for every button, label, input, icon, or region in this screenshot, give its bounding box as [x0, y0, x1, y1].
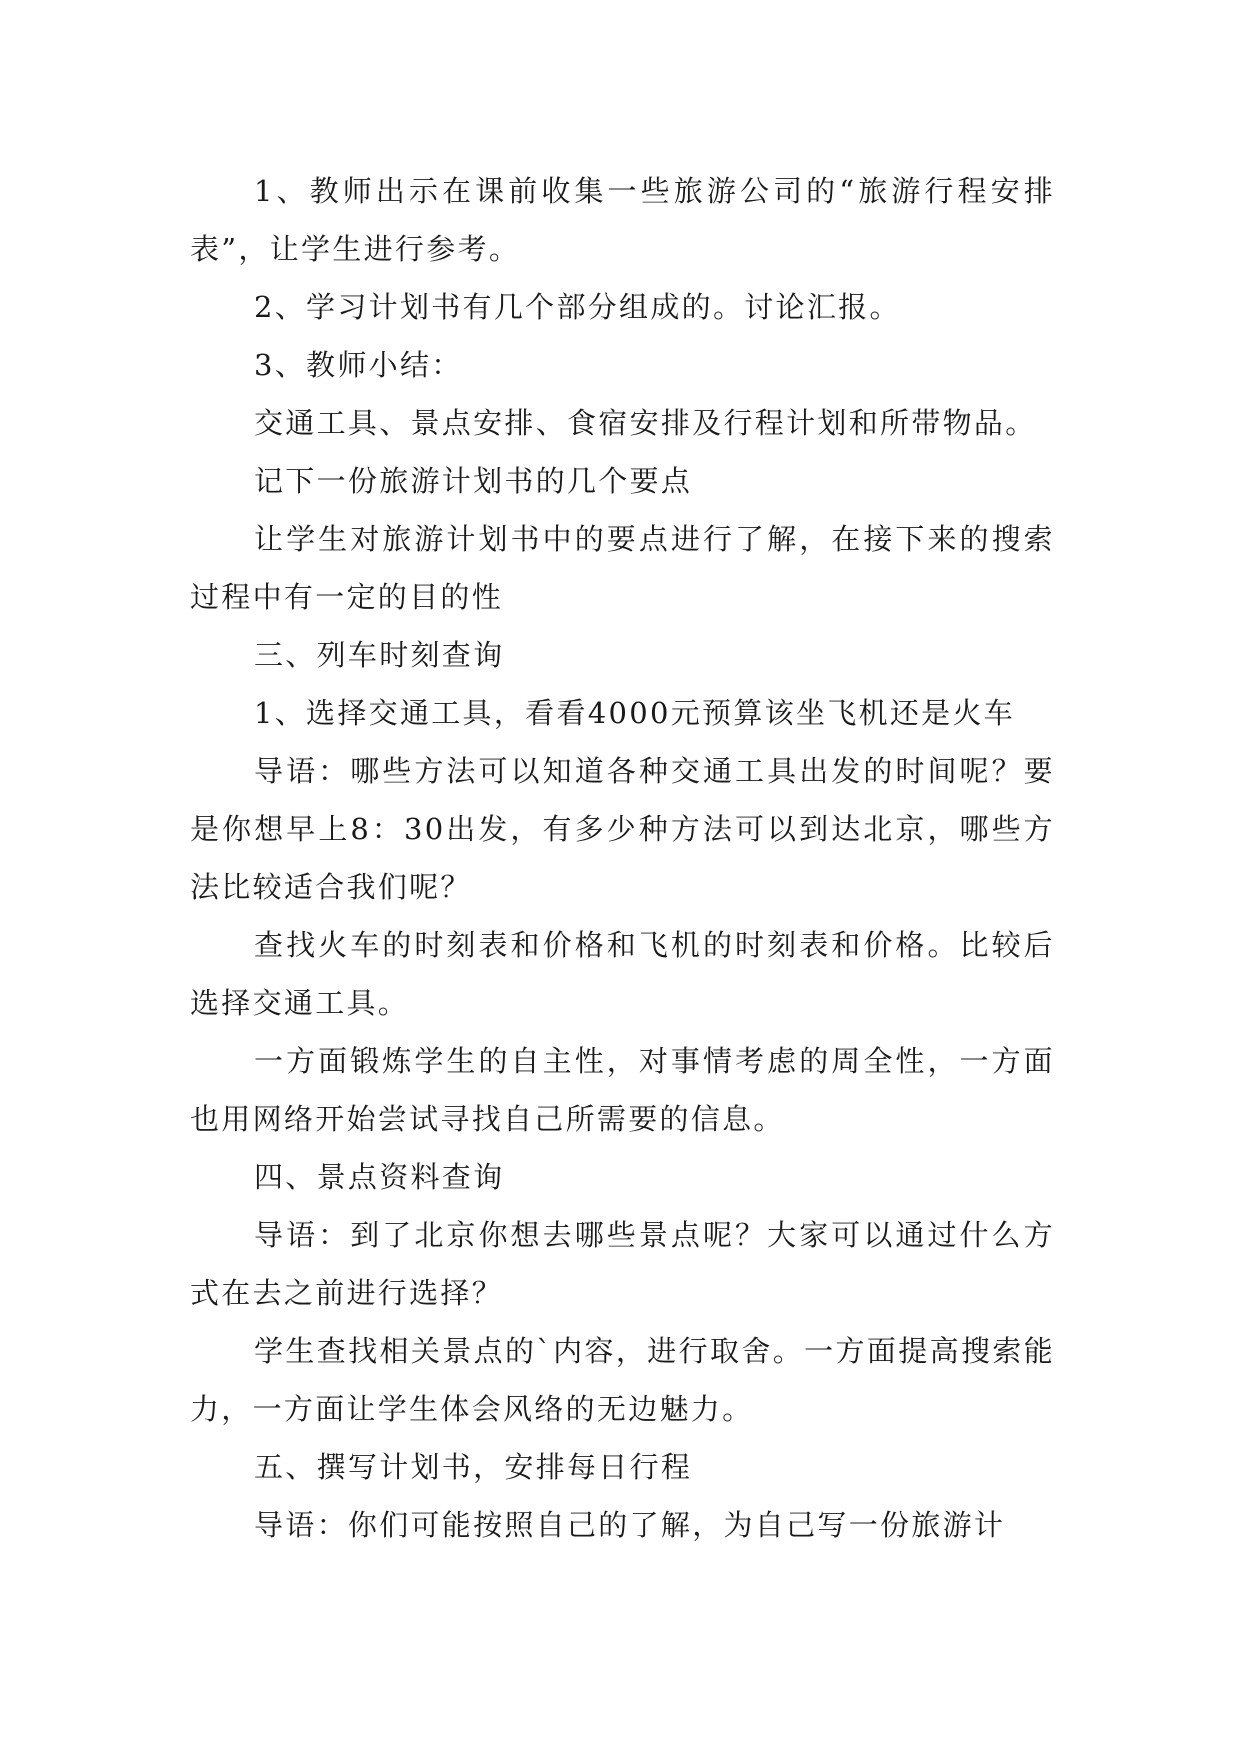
paragraph-search-attractions: 学生查找相关景点的`内容，进行取舍。一方面提高搜索能力，一方面让学生体会风络的无边魅力。: [190, 1334, 1055, 1426]
paragraph-train-autonomy: 一方面锻炼学生的自主性，对事情考虑的周全性，一方面也用网络开始尝试寻找自己所需要的信息。: [190, 1044, 1055, 1136]
paragraph-plan-items: 交通工具、景点安排、食宿安排及行程计划和所带物品。: [254, 406, 1037, 440]
paragraph-teacher-shows-itinerary: 1、教师出示在课前收集一些旅游公司的“旅游行程安排表”，让学生进行参考。: [190, 174, 1055, 266]
document-body: [190, 162, 1055, 1554]
paragraph-find-timetable: 查找火车的时刻表和价格和飞机的时刻表和价格。比较后选择交通工具。: [190, 928, 1055, 1020]
paragraph-guide-attractions: 导语：到了北京你想去哪些景点呢？大家可以通过什么方式在去之前进行选择？: [190, 1218, 1055, 1310]
paragraph-purpose: 让学生对旅游计划书中的要点进行了解，在接下来的搜索过程中有一定的目的性: [190, 522, 1055, 614]
paragraph-plan-parts: 2、学习计划书有几个部分组成的。讨论汇报。: [254, 290, 901, 324]
section-heading-attractions: 四、景点资料查询: [254, 1160, 505, 1194]
section-heading-write-plan: 五、撰写计划书，安排每日行程: [254, 1450, 693, 1484]
paragraph-teacher-summary: 3、教师小结：: [254, 348, 463, 382]
paragraph-choose-transport: 1、选择交通工具，看看4000元预算该坐飞机还是火车: [254, 696, 1016, 730]
paragraph-guide-departure: 导语：哪些方法可以知道各种交通工具出发的时间呢？要是你想早上8：30出发，有多少种方法可以到达北京，哪些方法比较适合我们呢？: [190, 754, 1055, 904]
paragraph-note-key-points: 记下一份旅游计划书的几个要点: [254, 464, 693, 498]
section-heading-train-schedule: 三、列车时刻查询: [254, 638, 505, 672]
paragraph-guide-write-plan: 导语：你们可能按照自己的了解，为自己写一份旅游计: [254, 1508, 1006, 1542]
